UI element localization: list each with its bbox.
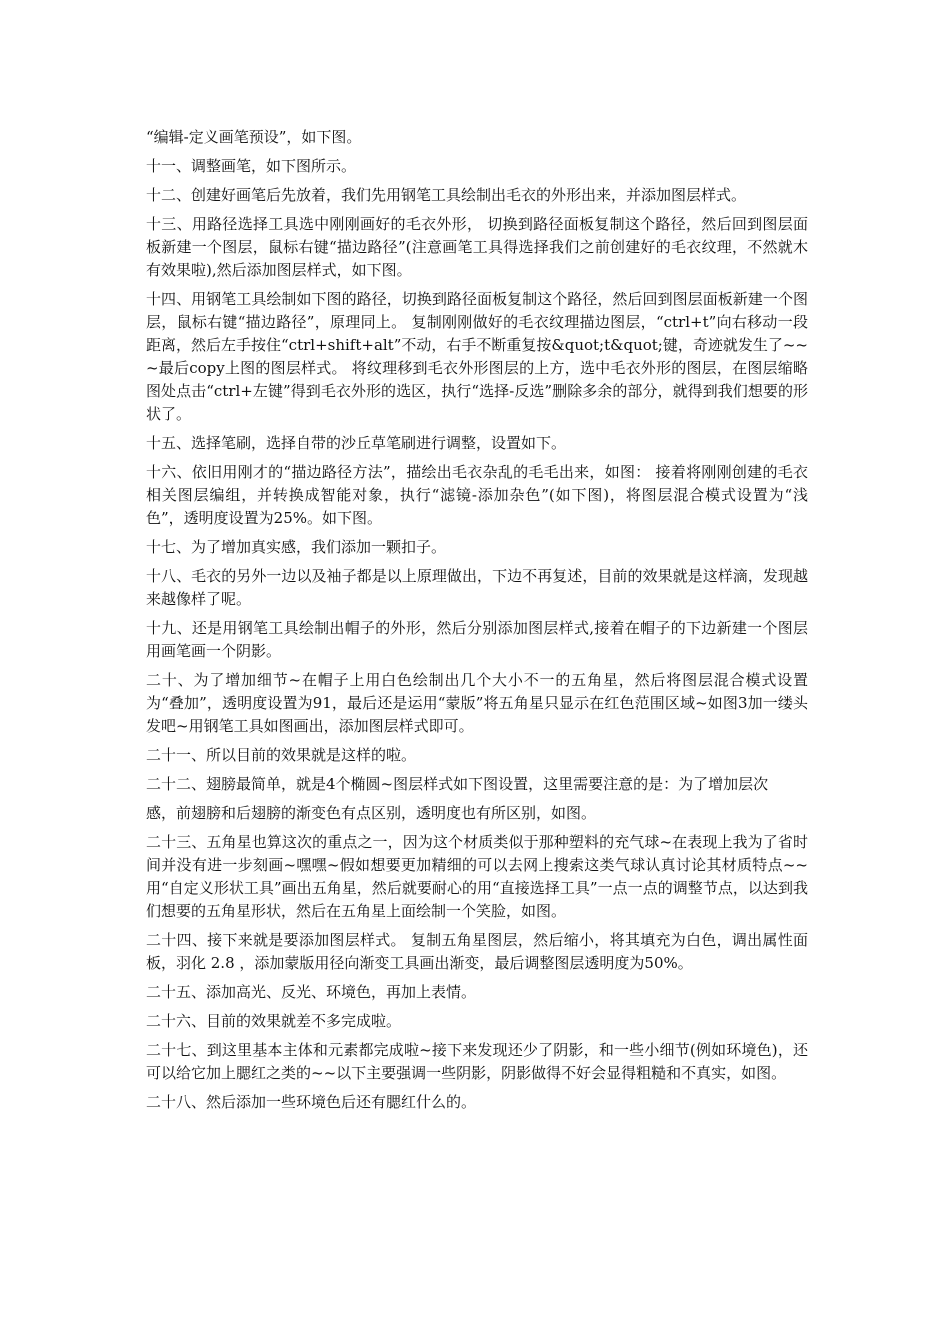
paragraph: 十七、为了增加真实感，我们添加一颗扣子。	[146, 538, 447, 556]
paragraph: 二十五、添加高光、反光、环境色，再加上表情。	[146, 983, 477, 1001]
paragraph: 二十、为了增加细节~在帽子上用白色绘制出几个大小不一的五角星，然后将图层混合模式设置为“叠加”，透明度设置为91，最后还是运用“蒙版”将五角星只显示在红色范围区域~如图3加一缕头发吧~用钢笔工具如图画出，添加图层样式即可。	[146, 671, 808, 735]
document-body	[146, 126, 808, 1120]
paragraph: 二十一、所以目前的效果就是这样的啦。	[146, 746, 417, 764]
paragraph: 二十六、目前的效果就差不多完成啦。	[146, 1012, 402, 1030]
paragraph: 二十二、翅膀最简单，就是4个椭圆~图层样式如下图设置，这里需要注意的是：为了增加层次	[146, 775, 769, 793]
paragraph: 十九、还是用钢笔工具绘制出帽子的外形，然后分别添加图层样式,接着在帽子的下边新建一个图层用画笔画一个阴影。	[146, 619, 808, 660]
paragraph: 十三、用路径选择工具选中刚刚画好的毛衣外形， 切换到路径面板复制这个路径，然后回到图层面板新建一个图层，鼠标右键“描边路径”(注意画笔工具得选择我们之前创建好的毛衣纹理，不然就木有效果啦),然后添加图层样式，如下图。	[146, 215, 808, 279]
paragraph: 十五、选择笔刷，选择自带的沙丘草笔刷进行调整，设置如下。	[146, 434, 567, 452]
paragraph: 十二、创建好画笔后先放着，我们先用钢笔工具绘制出毛衣的外形出来，并添加图层样式。	[146, 186, 747, 204]
paragraph: 十八、毛衣的另外一边以及袖子都是以上原理做出，下边不再复述，目前的效果就是这样滴，发现越来越像样了呢。	[146, 567, 808, 608]
paragraph: 十六、依旧用刚才的“描边路径方法”，描绘出毛衣杂乱的毛毛出来，如图： 接着将刚刚创建的毛衣相关图层编组，并转换成智能对象，执行“滤镜-添加杂色”(如下图)，将图层混合模式设置为“浅色”，透明度设置为25%。如下图。	[146, 463, 808, 527]
paragraph: 二十四、接下来就是要添加图层样式。 复制五角星图层，然后缩小，将其填充为白色，调出属性面板，羽化 2.8 ，添加蒙版用径向渐变工具画出渐变，最后调整图层透明度为50%。	[146, 931, 808, 972]
paragraph: 十四、用钢笔工具绘制如下图的路径，切换到路径面板复制这个路径，然后回到图层面板新建一个图层，鼠标右键“描边路径”，原理同上。 复制刚刚做好的毛衣纹理描边图层，“ctrl+t”向右移动一段距离，然后左手按住“ctrl+shift+alt”不动，右手不断重复按&quot;t&quot;键，奇迹就发生了~~~最后copy上图的图层样式。 将纹理移到毛衣外形图层的上方，选中毛衣外形的图层，在图层缩略图处点击“ctrl+左键”得到毛衣外形的选区，执行“选择-反选”删除多余的部分，就得到我们想要的形状了。	[146, 290, 808, 423]
paragraph: 感，前翅膀和后翅膀的渐变色有点区别，透明度也有所区别，如图。	[146, 804, 597, 822]
paragraph: 二十七、到这里基本主体和元素都完成啦~接下来发现还少了阴影，和一些小细节(例如环境色)，还可以给它加上腮红之类的~~以下主要强调一些阴影，阴影做得不好会显得粗糙和不真实，如图。	[146, 1041, 808, 1082]
paragraph: 十一、调整画笔，如下图所示。	[146, 157, 357, 175]
paragraph: “编辑-定义画笔预设”，如下图。	[146, 128, 362, 146]
paragraph: 二十三、五角星也算这次的重点之一，因为这个材质类似于那种塑料的充气球~在表现上我为了省时间并没有进一步刻画~嘿嘿~假如想要更加精细的可以去网上搜索这类气球认真讨论其材质特点~~ 用“自定义形状工具”画出五角星，然后就要耐心的用“直接选择工具”一点一点的调整节点，以达到我们想要的五角星形状，然后在五角星上面绘制一个笑脸，如图。	[146, 833, 808, 920]
paragraph: 二十八、然后添加一些环境色后还有腮红什么的。	[146, 1093, 477, 1111]
